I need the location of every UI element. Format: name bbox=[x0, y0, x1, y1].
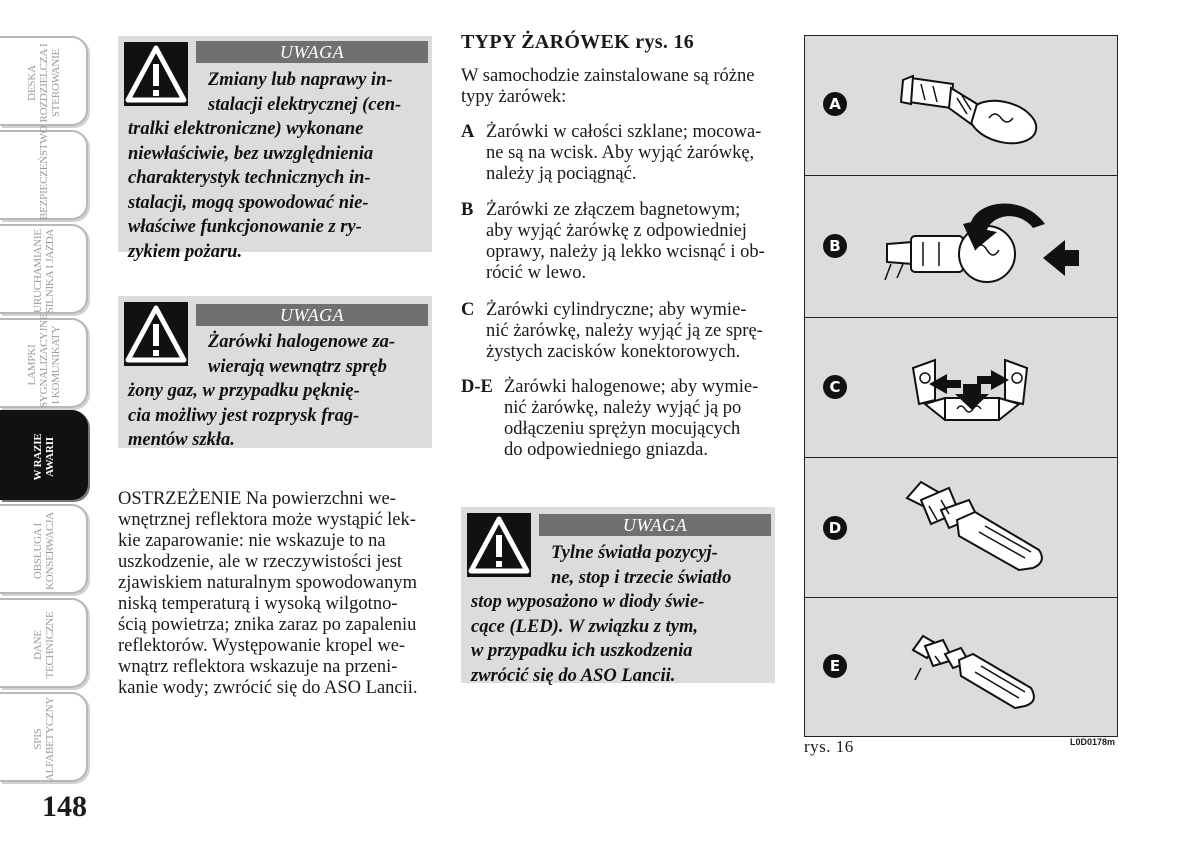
figure-panel-c bbox=[805, 318, 1117, 458]
figure-panel-e bbox=[805, 598, 1117, 738]
section-tab-label: DANE TECHNICZNE bbox=[32, 611, 56, 679]
bayonet-bulb-icon bbox=[883, 192, 1093, 302]
section-tab[interactable] bbox=[0, 36, 88, 126]
figure-panel-d bbox=[805, 458, 1117, 598]
panel-label-e: E bbox=[823, 654, 847, 678]
page-number: 148 bbox=[42, 790, 87, 823]
section-tab[interactable] bbox=[0, 692, 88, 782]
warning-text: Zmiany lub naprawy in- stalacji elektrycznej (cen- tralki elektroniczne) wykonane niewłaściwie, bez uwzględnienia charakterystyk technicznych in- stalacji, mogą spowodować nie- właściwe funkcjonowanie z ry- zykiem pożaru. bbox=[128, 70, 402, 262]
glass-wedge-bulb-icon bbox=[891, 58, 1051, 148]
panel-label-a: A bbox=[823, 92, 847, 116]
section-tab-label: URUCHAMIANIE SILNIKA I JAZDA bbox=[32, 228, 56, 314]
halogen-bulb-d-icon bbox=[901, 470, 1061, 582]
section-heading: TYPY ŻARÓWEK rys. 16 bbox=[461, 31, 695, 53]
section-tab[interactable] bbox=[0, 410, 88, 500]
section-tab-label: BEZPIECZEŃSTWO bbox=[38, 125, 50, 220]
bulb-type-a: A Żarówki w całości szklane; mocowa- ne są na wcisk. Aby wyjąć żarówkę, należy ją pociągnąć. bbox=[461, 122, 762, 184]
figure-panel-b bbox=[805, 176, 1117, 318]
section-tab-label: W RAZIE AWARII bbox=[32, 433, 56, 481]
figure-caption: rys. 16 bbox=[804, 737, 854, 756]
figure-code: L0D0178m bbox=[1070, 737, 1116, 747]
section-tab[interactable] bbox=[0, 598, 88, 688]
section-tab[interactable] bbox=[0, 504, 88, 594]
festoon-bulb-icon bbox=[905, 340, 1045, 440]
section-tab[interactable] bbox=[0, 224, 88, 314]
section-tab[interactable] bbox=[0, 125, 88, 220]
bulb-type-d-e: D-E Żarówki halogenowe; aby wymie- nić żarówkę, należy wyjąć ją po odłączeniu sprężyn mocujących do odpowiedniego gniazda. bbox=[461, 377, 759, 460]
panel-label-b: B bbox=[823, 234, 847, 258]
section-tab-label: DESKA ROZDZIELCZA I STEROWANIE bbox=[26, 43, 62, 123]
warning-title: UWAGA bbox=[539, 514, 771, 536]
bulb-types-figure bbox=[804, 35, 1118, 737]
halogen-bulb-e-icon bbox=[909, 628, 1049, 720]
figure-panel-a bbox=[805, 36, 1117, 176]
warning-title: UWAGA bbox=[196, 41, 428, 63]
bulb-type-b: B Żarówki ze złączem bagnetowym; aby wyjąć żarówkę z odpowiedniej oprawy, należy ją lekko wcisnąć i ob- rócić w lewo. bbox=[461, 200, 765, 283]
section-tab-label: SPIS ALFABETYCZNY bbox=[32, 696, 56, 782]
bulb-type-c: C Żarówki cylindryczne; aby wymie- nić żarówkę, należy wyjąć ją ze sprę- żystych zacisków konektorowych. bbox=[461, 300, 763, 362]
warning-box-led bbox=[461, 507, 775, 686]
section-tab-label: LAMPKI SYGNALIZACYJNE I KOMUNIKATY bbox=[26, 313, 62, 408]
warning-title: UWAGA bbox=[196, 304, 428, 326]
section-tab[interactable] bbox=[0, 313, 88, 408]
warning-box-electrical bbox=[118, 36, 432, 262]
section-tab-label: OBSŁUGA I KONSERWACJA bbox=[32, 512, 56, 590]
warning-text: Żarówki halogenowe za- wierają wewnątrz spręb żony gaz, w przypadku pęknię- cia możliwy jest rozprysk frag- mentów szkła. bbox=[128, 332, 396, 450]
warning-text: Tylne światła pozycyj- ne, stop i trzecie światło stop wyposażono w diody świe- cące (LED). W związku z tym, w przypadku ich uszkodzenia zwrócić się do ASO Lancii. bbox=[471, 543, 732, 686]
warning-box-halogen bbox=[118, 296, 432, 448]
panel-label-c: C bbox=[823, 375, 847, 399]
intro-paragraph: W samochodzie zainstalowane są różne typy żarówek: bbox=[461, 66, 755, 107]
notice-paragraph: OSTRZEŻENIE Na powierzchni we- wnętrznej reflektora może wystąpić lek- kie zaparowanie: nie wskazuje to na uszkodzenie, ale w rzeczywistości jest zjawiskiem naturalnym spowodowanym niską temperaturą i wysoką wilgotno- ścią powietrza; znika zaraz po zapaleniu reflektorów. Występowanie kropel we- wnątrz reflektora wskazuje na przeni- kanie wody; zwrócić się do ASO Lancii. bbox=[118, 489, 418, 698]
panel-label-d: D bbox=[823, 516, 847, 540]
